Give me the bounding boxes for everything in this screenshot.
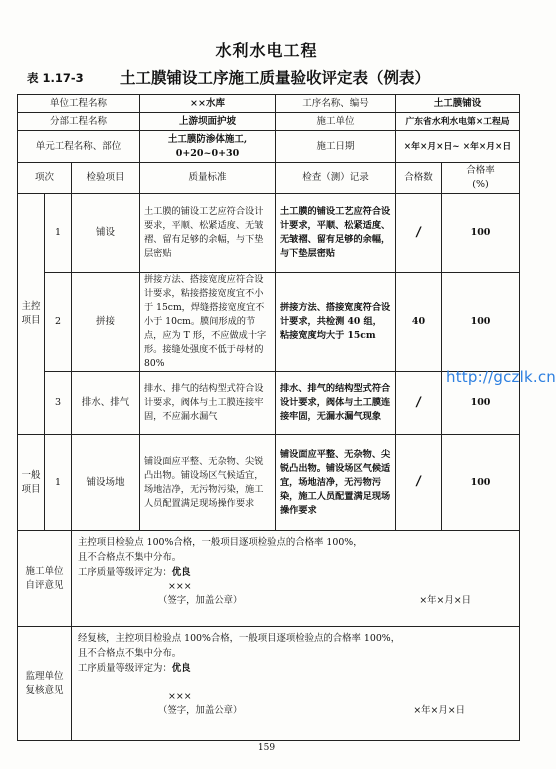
item-record: 铺设面应平整、无杂物、尖锐凸出物。铺设场区气候适宜，场地洁净，无污物污染，施工人员配置满足现场操作要求	[276, 435, 396, 531]
supervisor-label-line2: 复核意见	[25, 684, 64, 696]
col-header-item: 项次	[18, 163, 72, 194]
element-value-line2: 0+20~0+30	[175, 147, 240, 159]
general-group-line2: 项目	[21, 483, 41, 495]
unit-project-value: ××水库	[140, 95, 276, 113]
item-pass-rate: 100	[442, 273, 520, 372]
self-eval-label-line1: 施工单位	[25, 565, 64, 577]
self-eval-grade: 优良	[171, 567, 191, 578]
info-row-2	[18, 113, 520, 131]
book-title: 水利水电工程	[215, 41, 318, 60]
division-value: 上游坝面护坡	[140, 113, 276, 131]
item-number: 1	[45, 194, 72, 273]
item-standard: 排水、排气的结构型式符合设计要求，阀体与土工膜连接牢固，不应漏水漏气	[140, 372, 276, 435]
unit-project-label: 单位工程名称	[18, 95, 140, 113]
pass-count-value: /	[415, 394, 422, 410]
self-eval-grade-prefix: 工序质量等级评定为：	[78, 567, 172, 578]
supervisor-sign-note: （签字，加盖公章）	[158, 705, 243, 716]
item-number: 3	[45, 372, 72, 435]
supervisor-line2: 且不合格点不集中分布。	[78, 648, 182, 659]
col-header-check-item: 检验项目	[72, 163, 140, 194]
item-record: 排水、排气的结构型式符合设计要求，阀体与土工膜连接牢固，无漏水漏气现象	[276, 372, 396, 435]
supervisor-signer: ×××	[168, 691, 192, 702]
item-pass-rate: 100	[442, 372, 520, 435]
item-number: 1	[45, 435, 72, 531]
page-number: 159	[257, 743, 276, 753]
table-row	[18, 435, 520, 531]
self-eval-label	[18, 531, 72, 627]
col-header-pass-rate	[442, 163, 520, 194]
item-name: 排水、排气	[72, 372, 140, 435]
acceptance-form-table	[17, 94, 520, 741]
watermark: http://gczlk.cn	[446, 368, 556, 386]
item-standard: 铺设面应平整、无杂物、尖锐凸出物。铺设场区气候适宜，场地洁净，无污物污染，施工人员配置满足现场操作要求	[140, 435, 276, 531]
col-header-record: 检查（测）记录	[276, 163, 396, 194]
pass-rate-label: 合格率	[466, 165, 495, 176]
self-eval-date: ×年×月×日	[419, 595, 472, 606]
process-label: 工序名称、编号	[276, 95, 396, 113]
element-value-line1: 土工膜防渗体施工,	[167, 133, 248, 145]
item-name: 铺设场地	[72, 435, 140, 531]
self-eval-label-line2: 自评意见	[25, 579, 64, 591]
item-standard: 土工膜的铺设工艺应符合设计要求，平顺、松紧适度、无皱褶、留有足够的余幅，与下垫层密贴	[140, 194, 276, 273]
supervisor-line1: 经复核，主控项目检验点 100%合格，一般项目逐项检验点的合格率 100%，	[78, 633, 401, 644]
self-eval-signer: ×××	[168, 581, 192, 592]
pass-count-value: /	[415, 474, 422, 489]
self-eval-grade-line	[78, 565, 513, 580]
process-value: 土工膜铺设	[396, 95, 520, 113]
self-eval-line2: 且不合格点不集中分布。	[78, 552, 182, 563]
info-row-1	[18, 95, 520, 113]
item-pass-count	[396, 194, 442, 273]
supervisor-grade: 优良	[171, 663, 191, 674]
contractor-value: 广东省水利水电第×工程局	[396, 113, 520, 131]
info-row-3	[18, 131, 520, 163]
supervisor-eval-opinion	[72, 627, 520, 741]
item-name: 铺设	[72, 194, 140, 273]
self-eval-line1: 主控项目检验点 100%合格，一般项目逐项检验点的合格率 100%，	[78, 537, 363, 548]
supervisor-sign-row	[78, 704, 513, 718]
item-standard: 拼接方法、搭接宽度应符合设计要求，粘接搭接宽度宜不小于 15cm，焊缝搭接宽度宜不小于 10cm。膜间形成的节点，应为 T 形，不应做成十字形。接缝处强度不低于母材的 80%	[140, 273, 276, 372]
main-group-line1: 主控	[21, 301, 41, 312]
self-eval-sign-row	[78, 594, 513, 608]
item-record: 拼接方法、搭接宽度符合设计要求，共检测 40 组，粘接宽度均大于 15cm	[276, 273, 396, 372]
item-pass-count: 40	[396, 273, 442, 372]
item-pass-count	[396, 435, 442, 531]
item-pass-rate: 100	[442, 194, 520, 273]
col-header-pass-count: 合格数	[396, 163, 442, 194]
item-number: 2	[45, 273, 72, 372]
item-record: 土工膜的铺设工艺应符合设计要求，平顺、松紧适度、无皱褶、留有足够的余幅，与下垫层密贴	[276, 194, 396, 273]
self-evaluation-row	[18, 531, 520, 627]
pass-rate-unit: (%)	[472, 179, 489, 190]
supervisor-label-line1: 监理单位	[25, 670, 64, 682]
main-group-line2: 项目	[21, 315, 41, 326]
general-group-label	[18, 435, 45, 531]
self-eval-sign-note: （签字，加盖公章）	[158, 595, 243, 606]
contractor-label: 施工单位	[276, 113, 396, 131]
pass-count-value: /	[415, 224, 422, 240]
element-label: 单元工程名称、部位	[18, 131, 140, 163]
element-value	[140, 131, 276, 163]
division-label: 分部工程名称	[18, 113, 140, 131]
item-pass-count	[396, 372, 442, 435]
main-control-group-label	[18, 194, 45, 435]
supervisor-eval-label	[18, 627, 72, 741]
table-number: 表 1.17-3	[27, 71, 84, 85]
general-group-line1: 一般	[21, 469, 41, 481]
item-name: 拼接	[72, 273, 140, 372]
self-eval-opinion	[72, 531, 520, 627]
date-value: ×年×月×日~ ×年×月×日	[396, 131, 520, 163]
supervisor-grade-line	[78, 661, 513, 676]
table-row	[18, 194, 520, 273]
item-pass-rate: 100	[442, 435, 520, 531]
supervisor-grade-prefix: 工序质量等级评定为：	[78, 663, 172, 674]
date-label: 施工日期	[276, 131, 396, 163]
table-row	[18, 273, 520, 372]
form-title: 土工膜铺设工序施工质量验收评定表（例表）	[120, 69, 431, 87]
col-header-standard: 质量标准	[140, 163, 276, 194]
supervisor-date: ×年×月×日	[413, 705, 466, 716]
column-header-row	[18, 163, 520, 194]
supervisor-review-row	[18, 627, 520, 741]
table-row	[18, 372, 520, 435]
